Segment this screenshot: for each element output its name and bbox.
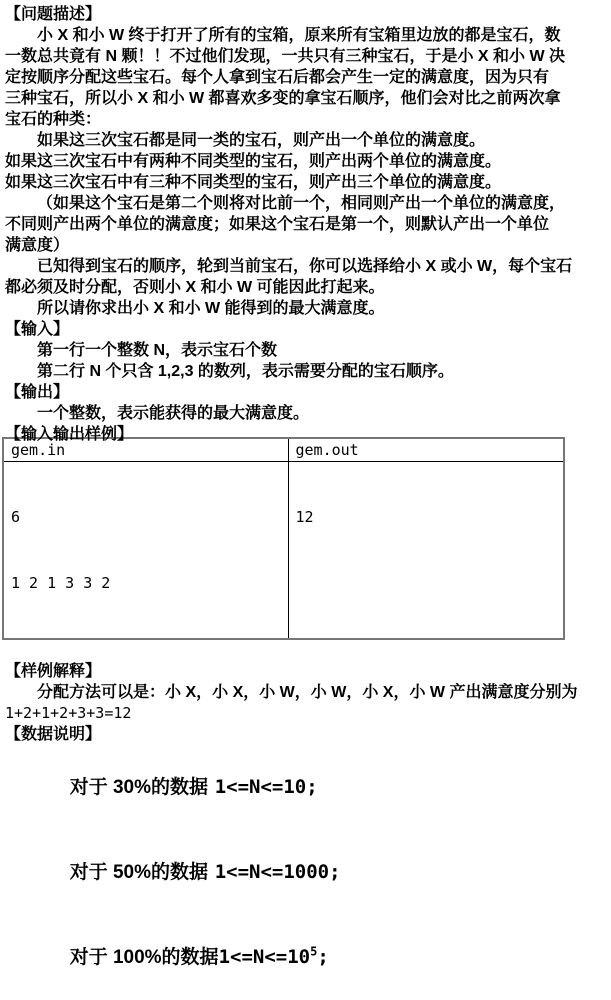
- text-line: 已知得到宝石的顺序，轮到当前宝石，你可以选择给小 X 或小 W，每个宝石: [37, 258, 573, 275]
- section-explanation: [5, 661, 601, 724]
- section-samples: [5, 424, 601, 640]
- text-line: 小 X 和小 W 终于打开了所有的宝箱，原来所有宝箱里边放的都是宝石，数: [37, 27, 561, 44]
- text-line: 宝石的种类：: [5, 111, 102, 128]
- text-line: 一数总共竟有 N 颗！！不过他们发现，一共只有三种宝石，于是小 X 和小 W 决: [5, 48, 566, 65]
- text-line: 如果这三次宝石中有三种不同类型的宝石，则产出三个单位的满意度。: [5, 174, 502, 191]
- text-line: 都必须及时分配，否则小 X 和小 W 可能因此打起来。: [5, 279, 385, 296]
- text-line: 分配方法可以是：小 X，小 X，小 W，小 W，小 X，小 W 产出满意度分别为: [37, 684, 578, 701]
- constraint-expr: 1<=N<=1000: [214, 861, 330, 883]
- constraint-exponent: 5: [310, 944, 318, 959]
- text-line: （如果这个宝石是第二个则将对比前一个，相同则产出一个单位的满意度，: [37, 195, 566, 212]
- sample-input-line: 6: [11, 508, 21, 526]
- sample-output-cell: [288, 462, 564, 640]
- text-line: 如果这三次宝石都是同一类的宝石，则产出一个单位的满意度。: [37, 132, 486, 149]
- sample-table-data-row: [3, 462, 564, 640]
- sample-input-cell: [3, 462, 288, 640]
- text-line: 第二行 N 个只含 1,2,3 的数列，表示需要分配的宝石顺序。: [37, 363, 454, 380]
- section-title-data-spec: 【数据说明】: [5, 726, 102, 743]
- constraint-label: 对于 50%的数据: [69, 862, 208, 883]
- text-line: 一个整数，表示能获得的最大满意度。: [37, 405, 310, 422]
- text-line: 如果这三次宝石中有两种不同类型的宝石，则产出两个单位的满意度。: [5, 153, 502, 170]
- constraint-expr: 1<=N<=10: [218, 946, 311, 968]
- text-line: 三种宝石，所以小 X 和小 W 都喜欢多变的拿宝石顺序，他们会对比之前两次拿: [5, 90, 561, 107]
- text-line: 不同则产出两个单位的满意度；如果这个宝石是第一个，则默认产出一个单位: [5, 216, 550, 233]
- sample-output-header: gem.out: [288, 438, 564, 462]
- constraint-expr: 1<=N<=10: [214, 776, 307, 798]
- sample-input-header: gem.in: [3, 438, 288, 462]
- constraint-tail: ;: [317, 946, 329, 968]
- section-title-problem: 【问题描述】: [5, 6, 102, 23]
- section-output: [5, 382, 601, 424]
- constraint-label: 对于 30%的数据: [69, 777, 208, 798]
- constraint-tail: ;: [306, 776, 318, 798]
- text-line: 定按顺序分配这些宝石。每个人拿到宝石后都会产生一定的满意度，因为只有: [5, 69, 550, 86]
- section-input: [5, 319, 601, 382]
- sample-io-table: [2, 437, 565, 640]
- constraint-line-100: [5, 915, 601, 1000]
- section-title-samples: 【输入输出样例】: [5, 426, 134, 443]
- constraint-line-30: [5, 745, 601, 830]
- satisfaction-sum-line: 1+2+1+2+3+3=12: [5, 704, 132, 722]
- constraint-label: 对于 100%的数据: [69, 947, 219, 968]
- text-line: 第一行一个整数 N，表示宝石个数: [37, 342, 278, 359]
- constraint-line-50: [5, 830, 601, 915]
- section-title-explanation: 【样例解释】: [5, 663, 102, 680]
- section-title-input: 【输入】: [5, 321, 70, 338]
- section-problem: [5, 4, 601, 319]
- sample-output-value: 12: [295, 508, 314, 526]
- sample-input-line: 1 2 1 3 3 2: [11, 574, 111, 592]
- constraint-tail: ;: [329, 861, 341, 883]
- section-data-spec: [5, 724, 601, 1000]
- section-title-output: 【输出】: [5, 384, 70, 401]
- text-line: 满意度）: [5, 237, 70, 254]
- text-line: 所以请你求出小 X 和小 W 能得到的最大满意度。: [37, 300, 385, 317]
